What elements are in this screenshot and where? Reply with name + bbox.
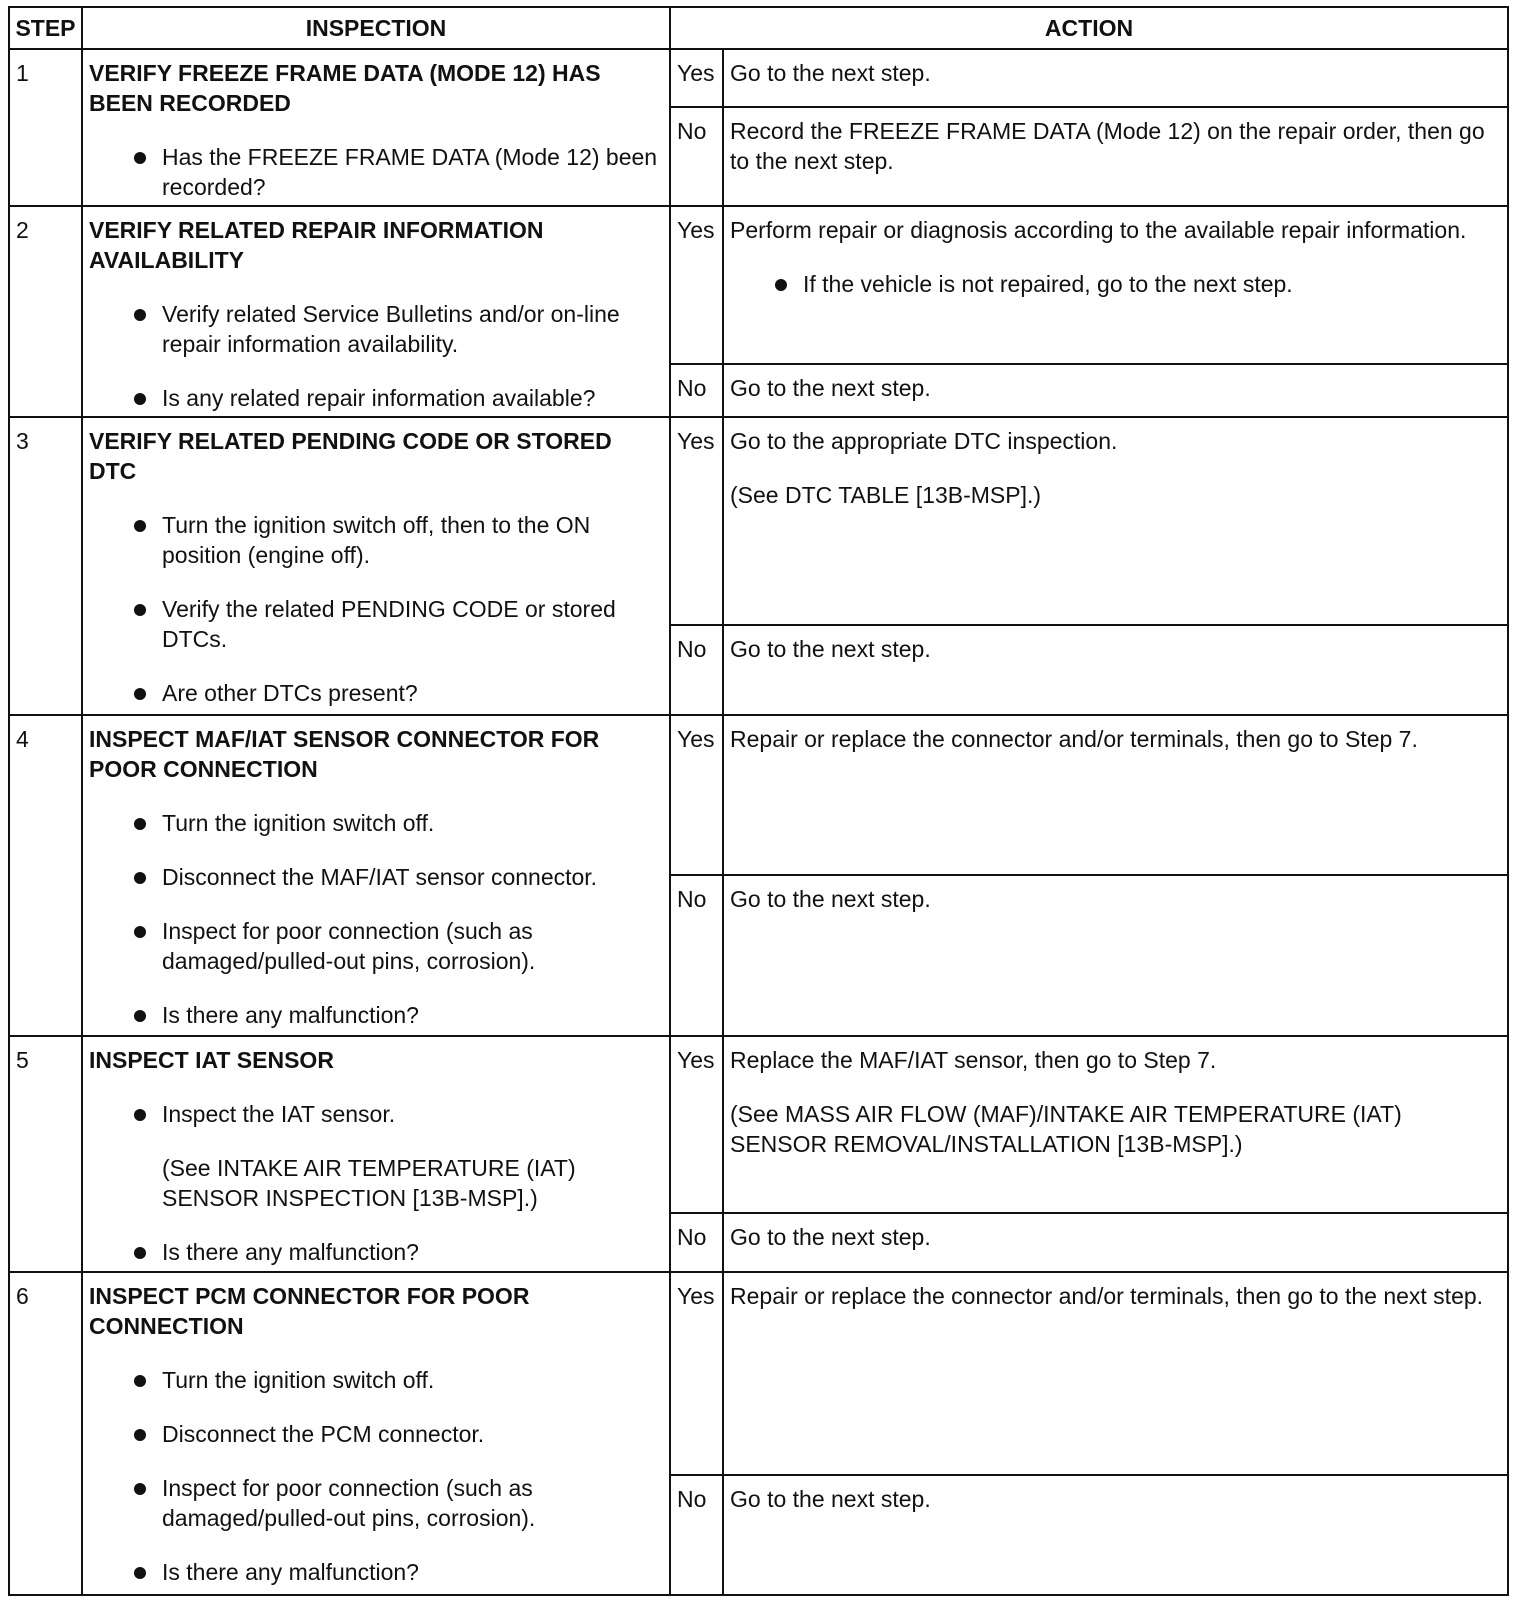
yes-action [723,1272,1508,1475]
yes-label: Yes [670,1036,723,1213]
no-action [723,107,1508,206]
inspection-cell [82,715,670,1037]
yes-action [723,417,1508,624]
inspection-item: Verify related Service Bulletins and/or on-line repair information availability. [89,299,663,359]
action-text: Repair or replace the connector and/or terminals, then go to Step 7. [730,725,1418,752]
no-label: No [670,875,723,1036]
action-text: Replace the MAF/IAT sensor, then go to Step 7. [730,1047,1217,1074]
no-action [723,625,1508,715]
inspection-reference: (See INTAKE AIR TEMPERATURE (IAT) SENSOR INSPECTION [13B-MSP].) [162,1155,576,1212]
step-title: VERIFY FREEZE FRAME DATA (MODE 12) HAS BEEN RECORDED [89,60,601,116]
step-6-yes-row [9,1272,1508,1475]
yes-action [723,715,1508,876]
inspection-item: Are other DTCs present? [89,678,663,708]
action-reference: (See MASS AIR FLOW (MAF)/INTAKE AIR TEMPERATURE (IAT) SENSOR REMOVAL/INSTALLATION [13B-MSP].) [730,1101,1402,1158]
inspection-item: Disconnect the MAF/IAT sensor connector. [89,862,663,892]
step-1-yes-row [9,49,1508,107]
inspection-list [89,1099,663,1129]
yes-label: Yes [670,49,723,107]
step-title: INSPECT PCM CONNECTOR FOR POOR CONNECTION [89,1283,530,1340]
inspection-item: Turn the ignition switch off, then to the ON position (engine off). [89,510,663,570]
step-number: 3 [9,417,82,714]
inspection-item: Is there any malfunction? [89,1557,663,1587]
action-text: Go to the next step. [730,374,931,401]
no-label: No [670,364,723,417]
inspection-item: Inspect for poor connection (such as damaged/pulled-out pins, corrosion). [89,1473,663,1533]
inspection-item: Turn the ignition switch off. [89,1365,663,1395]
action-header: ACTION [670,7,1508,49]
action-text: Go to the next step. [730,886,931,913]
no-action [723,364,1508,417]
step-3-yes-row [9,417,1508,624]
action-text: Go to the next step. [730,635,931,662]
inspection-item: Is any related repair information available? [89,383,663,413]
action-text: Record the FREEZE FRAME DATA (Mode 12) on the repair order, then go to the next step. [730,118,1485,174]
inspection-list [89,808,663,1030]
action-text: Repair or replace the connector and/or terminals, then go to the next step. [730,1283,1484,1310]
action-reference: (See DTC TABLE [13B-MSP].) [730,482,1042,509]
yes-action [723,206,1508,364]
header-row [9,7,1508,49]
step-5-yes-row [9,1036,1508,1213]
step-title: INSPECT MAF/IAT SENSOR CONNECTOR FOR POOR CONNECTION [89,725,600,782]
inspection-list [89,1237,663,1267]
inspection-cell [82,1036,670,1272]
step-2-yes-row [9,206,1508,364]
action-text: Go to the next step. [730,1224,931,1251]
action-text: Perform repair or diagnosis according to the available repair information. [730,216,1467,243]
inspection-list [89,299,663,413]
inspection-item: Disconnect the PCM connector. [89,1419,663,1449]
no-label: No [670,1213,723,1272]
step-number: 2 [9,206,82,418]
inspection-item: Is there any malfunction? [89,1000,663,1030]
action-text: Go to the next step. [730,60,931,86]
yes-label: Yes [670,1272,723,1475]
no-label: No [670,625,723,715]
inspection-item: Inspect for poor connection (such as damaged/pulled-out pins, corrosion). [89,916,663,976]
no-action [723,1475,1508,1595]
no-action [723,875,1508,1036]
action-bullet: If the vehicle is not repaired, go to the next step. [730,269,1501,299]
inspection-item: Has the FREEZE FRAME DATA (Mode 12) been recorded? [89,142,663,202]
no-label: No [670,107,723,206]
step-header: STEP [9,7,82,49]
inspection-cell [82,1272,670,1595]
step-number: 1 [9,49,82,206]
inspection-cell [82,417,670,714]
yes-action [723,1036,1508,1213]
yes-label: Yes [670,715,723,876]
yes-action [723,49,1508,107]
step-title: VERIFY RELATED REPAIR INFORMATION AVAILABILITY [89,216,544,273]
step-number: 4 [9,715,82,1037]
inspection-item: Verify the related PENDING CODE or stored DTCs. [89,594,663,654]
inspection-item: Inspect the IAT sensor. [89,1099,663,1129]
step-number: 6 [9,1272,82,1595]
no-label: No [670,1475,723,1595]
diagnostic-table [8,6,1509,1596]
inspection-cell [82,206,670,418]
step-4-yes-row [9,715,1508,876]
inspection-list [89,1365,663,1587]
inspection-cell [82,49,670,206]
inspection-item: Is there any malfunction? [89,1237,663,1267]
inspection-item: Turn the ignition switch off. [89,808,663,838]
action-text: Go to the next step. [730,1485,931,1512]
inspection-list [89,510,663,708]
no-action [723,1213,1508,1272]
inspection-list [89,142,663,202]
step-title: VERIFY RELATED PENDING CODE OR STORED DTC [89,428,612,485]
inspection-header: INSPECTION [82,7,670,49]
step-number: 5 [9,1036,82,1272]
yes-label: Yes [670,417,723,624]
action-text: Go to the appropriate DTC inspection. [730,428,1118,455]
yes-label: Yes [670,206,723,364]
step-title: INSPECT IAT SENSOR [89,1047,334,1074]
